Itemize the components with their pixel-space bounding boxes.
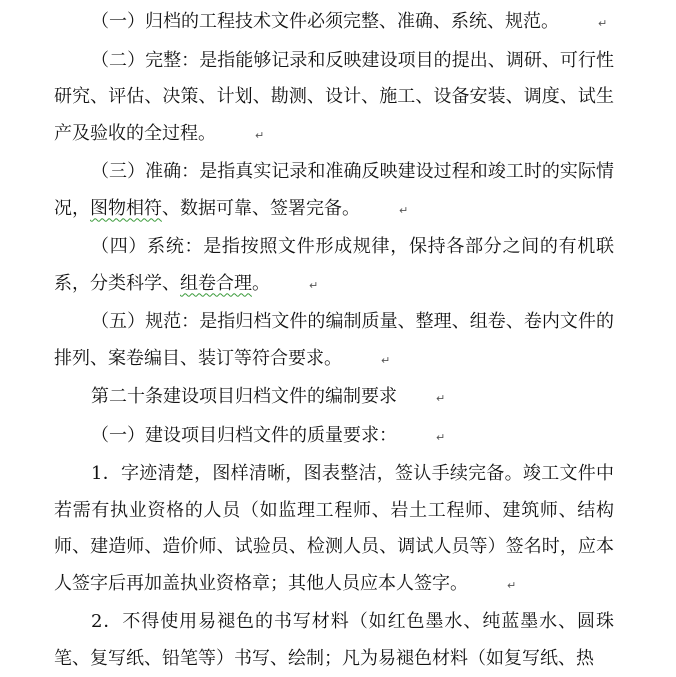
paragraph-text: （二）完整：是指能够记录和反映建设项目的提出、调研、可行性研究、评估、决策、计划、勘测、设计、施工、设备安装、调度、试生产及验收的全过程。 xyxy=(54,49,614,144)
spellcheck-flagged-text[interactable]: 图物相符 xyxy=(90,197,162,219)
paragraph-text: （三）准确：是指真实记录和准确反映建设过程和竣工时的实际情况， xyxy=(54,161,614,219)
paragraph-mark-icon: ↵ xyxy=(399,203,409,217)
paragraph-5 xyxy=(54,304,614,379)
paragraph-1 xyxy=(54,4,614,43)
paragraph-8 xyxy=(54,456,614,604)
paragraph-text: 1．字迹清楚，图样清晰，图表整洁，签认手续完备。竣工文件中若需有执业资格的人员（如监理工程师、岩土工程师、建筑师、结构师、建造师、造价师、试验员、检测人员、调试人员等）签名时，应本人签字后再加盖执业资格章；其他人员应本人签字。 xyxy=(54,463,614,594)
paragraph-mark-icon: ↵ xyxy=(381,353,391,367)
paragraph-mark-icon: ↵ xyxy=(598,17,608,30)
spellcheck-flagged-text[interactable]: 组卷合理 xyxy=(180,272,252,294)
paragraph-text: （四）系统：是指按照文件形成规律，保持各部分之间的有机联系，分类科学、 xyxy=(54,236,614,294)
document-body xyxy=(54,4,614,677)
paragraph-mark-icon: ↵ xyxy=(255,128,265,142)
paragraph-mark-icon: ↵ xyxy=(436,430,446,444)
section-heading xyxy=(54,379,614,418)
paragraph-text: （一）建设项目归档文件的质量要求： xyxy=(91,424,397,446)
paragraph-mark-icon: ↵ xyxy=(507,578,517,592)
paragraph-9 xyxy=(54,604,614,677)
paragraph-text: 2．不得使用易褪色的书写材料（如红色墨水、纯蓝墨水、圆珠笔、复写纸、铅笔等）书写、绘制；凡为易褪色材料（如复写纸、热 xyxy=(54,611,614,669)
paragraph-text: （五）规范：是指归档文件的编制质量、整理、组卷、卷内文件的排列、案卷编目、装订等符合要求。 xyxy=(54,311,614,369)
paragraph-mark-icon: ↵ xyxy=(436,392,446,405)
paragraph-text: 第二十条建设项目归档文件的编制要求 xyxy=(91,386,397,407)
paragraph-mark-icon: ↵ xyxy=(309,278,319,292)
paragraph-text: 、数据可靠、签署完备。 xyxy=(162,197,360,219)
paragraph-2 xyxy=(54,43,614,155)
paragraph-4 xyxy=(54,229,614,304)
paragraph-7 xyxy=(54,418,614,457)
paragraph-3 xyxy=(54,154,614,229)
paragraph-text: 。 xyxy=(252,272,270,294)
paragraph-text: （一）归档的工程技术文件必须完整、准确、系统、规范。 xyxy=(91,11,559,32)
